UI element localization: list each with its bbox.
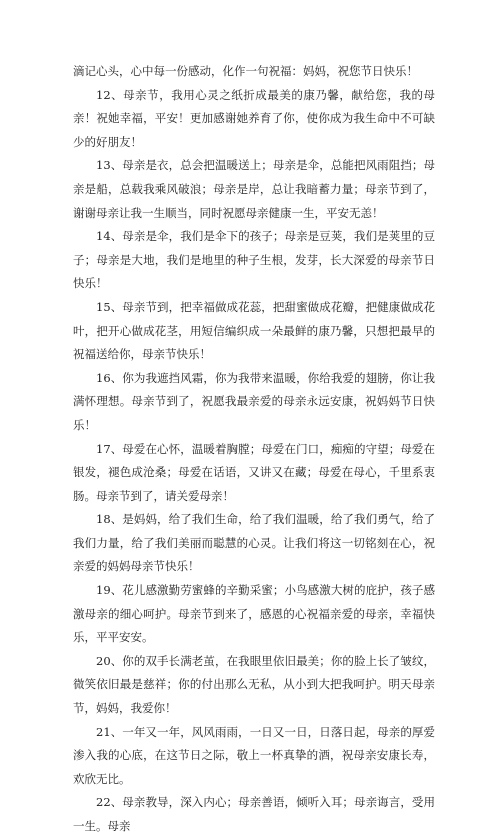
paragraph-16: 16、你为我遮挡风霜，你为我带来温暖，你给我爱的翅膀，你让我满怀理想。母亲节到了，祝愿我最亲爱的母亲永远安康，祝妈妈节日快乐！ xyxy=(73,370,435,432)
paragraph-15: 15、母亲节到，把幸福做成花蕊，把甜蜜做成花瓣，把健康做成花叶，把开心做成花茎，用短信编织成一朵最鲜的康乃馨，只想把最早的祝福送给你，母亲节快乐！ xyxy=(73,299,435,362)
paragraph-22: 22、母亲教导，深入内心；母亲善语，倾听入耳；母亲诲言，受用一生。母亲 xyxy=(73,795,435,833)
paragraph-21: 21、一年又一年，风风雨雨，一日又一日，日落日起，母亲的厚爱渗入我的心底，在这节日之际，敬上一杯真挚的酒，祝母亲安康长寿，欢欣无比。 xyxy=(73,724,435,786)
paragraph-18: 18、是妈妈，给了我们生命，给了我们温暖，给了我们勇气，给了我们力量，给了我们美丽而聪慧的心灵。让我们将这一切铭刻在心，祝亲爱的妈妈母亲节快乐！ xyxy=(73,512,435,574)
paragraph-20: 20、你的双手长满老茧，在我眼里依旧最美；你的脸上长了皱纹，微笑依旧最是慈祥；你的付出那么无私，从小到大把我呵护。明天母亲节，妈妈，我爱你！ xyxy=(73,653,435,716)
paragraph-11-end: 滴记心头，心中每一份感动，化作一句祝福：妈妈，祝您节日快乐！ xyxy=(73,64,418,78)
paragraph-13: 13、母亲是衣，总会把温暖送上；母亲是伞，总能把风雨阻挡；母亲是船，总载我乘风破浪；母亲是岸，总让我暗蓄力量；母亲节到了，谢谢母亲让我一生顺当，同时祝愿母亲健康一生，平安无恙！ xyxy=(73,158,435,220)
paragraph-14: 14、母亲是伞，我们是伞下的孩子；母亲是豆荚，我们是荚里的豆子；母亲是大地，我们是地里的种子生根，发芽，长大深爱的母亲节日快乐！ xyxy=(73,229,435,291)
paragraph-19: 19、花儿感激勤劳蜜蜂的辛勤采蜜；小鸟感激大树的庇护，孩子感激母亲的细心呵护。母亲节到来了，感恩的心祝福亲爱的母亲，幸福快乐，平平安安。 xyxy=(73,583,435,645)
paragraph-17: 17、母爱在心怀，温暖着胸膛；母爱在门口，痴痴的守望；母爱在银发，褪色成沧桑；母爱在话语，又讲又在藏；母爱在母心，千里系衷肠。母亲节到了，请关爱母亲！ xyxy=(73,441,435,503)
article-body xyxy=(73,60,435,839)
paragraph-12: 12、母亲节，我用心灵之纸折成最美的康乃馨，献给您，我的母亲！祝她幸福，平安！更加感谢她养育了你，使你成为我生命中不可缺少的好朋友！ xyxy=(73,87,435,149)
